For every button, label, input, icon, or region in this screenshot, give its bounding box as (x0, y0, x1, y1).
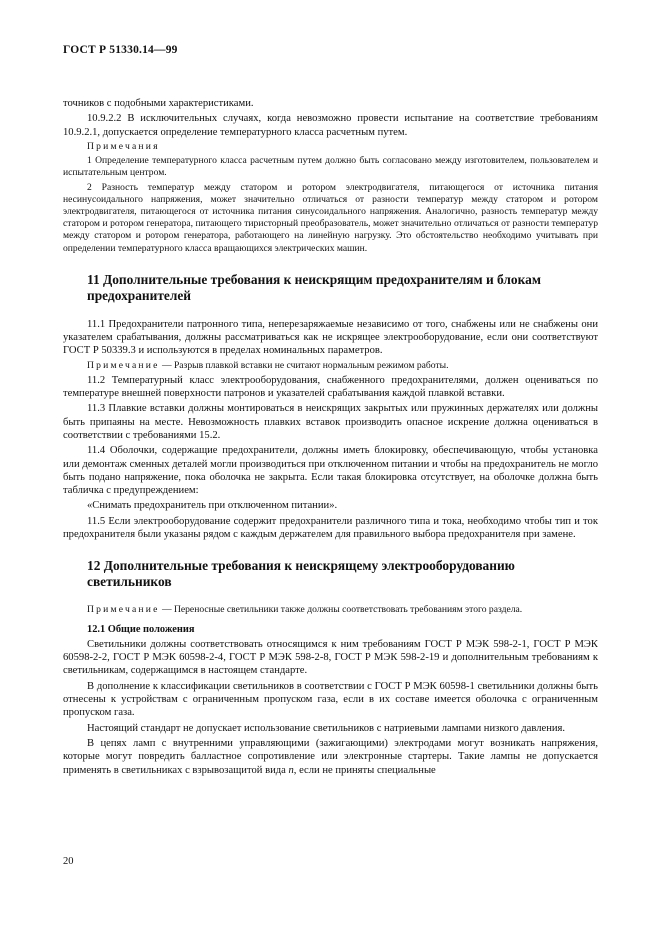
paragraph: Настоящий стандарт не допускает использование светильников с натриевыми лампами низкого давления. (87, 722, 566, 734)
paragraph (63, 737, 598, 777)
document-header: ГОСТ Р 51330.14—99 (63, 44, 178, 56)
note-label: Примечание (87, 604, 160, 616)
note (63, 604, 598, 616)
paragraph-text: , если не приняты специальные (293, 764, 436, 776)
paragraph: 11.2 Температурный класс электрооборудования, снабженного предохранителями, должен оцениваться по температуре внешней поверхности патронов и указателей срабатывания каждой плавкой вставки. (63, 374, 598, 400)
note-text: — Переносные светильники также должны соответствовать требованиям этого раздела. (159, 604, 523, 616)
paragraph-text: В цепях ламп с внутренними управляющими (зажигающими) электродами могут возникать напряжения, которые могут повредить балластное сопротивление или электронные стартеры. Такие лампы не допускается применять в светильниках с взрывозащитой вида (63, 737, 598, 776)
notes-label: Примечания (87, 140, 160, 152)
paragraph: 11.5 Если электрооборудование содержит предохранители различного типа и тока, необходимо чтобы тип и ток предохранителя были указаны рядом с каждым держателем для правильного выбора предохранителя при замене. (63, 515, 598, 541)
paragraph: В дополнение к классификации светильников в соответствии с ГОСТ Р МЭК 60598-1 светильники должны быть отнесены к устройствам с ограниченным пропуском газа, если в их составе имеется оболочка с ограниченным пропуском газа. (63, 680, 598, 719)
quote: «Снимать предохранитель при отключенном питании». (87, 500, 338, 512)
note-text: — Разрыв плавкой вставки не считают нормальным режимом работы. (159, 359, 449, 371)
paragraph: Светильники должны соответствовать относящимся к ним требованиям ГОСТ Р МЭК 598-2-1, ГОСТ Р МЭК 60598-2-2, ГОСТ Р МЭК 60598-2-4, ГОСТ Р МЭК 598-2-8, ГОСТ Р МЭК 598-2-19 и дополнительным требованиям к светильникам, содержащимся в настоящем стандарте. (63, 638, 598, 677)
section-heading-11: 11 Дополнительные требования к неискрящим предохранителям и блокам предохранителей (87, 271, 541, 303)
note-label: Примечание (87, 359, 160, 371)
subsection-heading-12-1: 12.1 Общие положения (87, 623, 195, 635)
document-body (63, 97, 598, 779)
note: 1 Определение температурного класса расчетным путем должно быть согласовано между изготовителем, пользователем и испытательным центром. (63, 155, 598, 179)
paragraph: 11.4 Оболочки, содержащие предохранители, должны иметь блокировку, обеспечивающую, чтобы установка или демонтаж сменных деталей могли производиться при отключенном питании и чтобы на предохранитель не могло быть подано напряжение, пока оболочка не закрыта. Если такая блокировка отсутствует, на оболочке должна быть табличка с предупреждением: (63, 445, 598, 497)
italic-term: n (288, 764, 294, 776)
note: 2 Разность температур между статором и ротором электродвигателя, питающегося от источника питания несинусоидального напряжения, может значительно отличаться от разности температур между статором и ротором электродвигателя, питающегося от источника питания синусоидального напряжения. Аналогично, разность температур между статором и ротором генератора, питающего тиристорный преобразователь, может значительно отличаться от разности температур между статором и ротором генератора, работающего на линейную нагрузку. Это обстоятельство необходимо учитывать при определении температурного класса вращающихся электрических машин. (63, 181, 598, 254)
paragraph: 10.9.2.2 В исключительных случаях, когда невозможно провести испытание на соответствие требованиям 10.9.2.1, допускается определение температурного класса расчетным путем. (63, 113, 598, 138)
paragraph: 11.1 Предохранители патронного типа, неперезаряжаемые независимо от того, снабжены или не снабжены они указателем срабатывания, должны рассматриваться как не искрящее электрооборудование, если они соответствуют ГОСТ Р 50339.3 и используются в пределах номинальных параметров. (63, 318, 598, 357)
section-heading-12: 12 Дополнительные требования к неискрящему электрооборудованию светильников (87, 558, 515, 590)
page-number: 20 (63, 856, 74, 867)
paragraph: точников с подобными характеристиками. (63, 98, 254, 109)
note (63, 360, 598, 372)
paragraph: 11.3 Плавкие вставки должны монтироваться в неискрящих закрытых или пружинных держателях или должны быть припаяны на месте. Невозможность плавких вставок производить опасное искрение должна оцениваться в соответствии с требованиями 15.2. (63, 403, 598, 441)
